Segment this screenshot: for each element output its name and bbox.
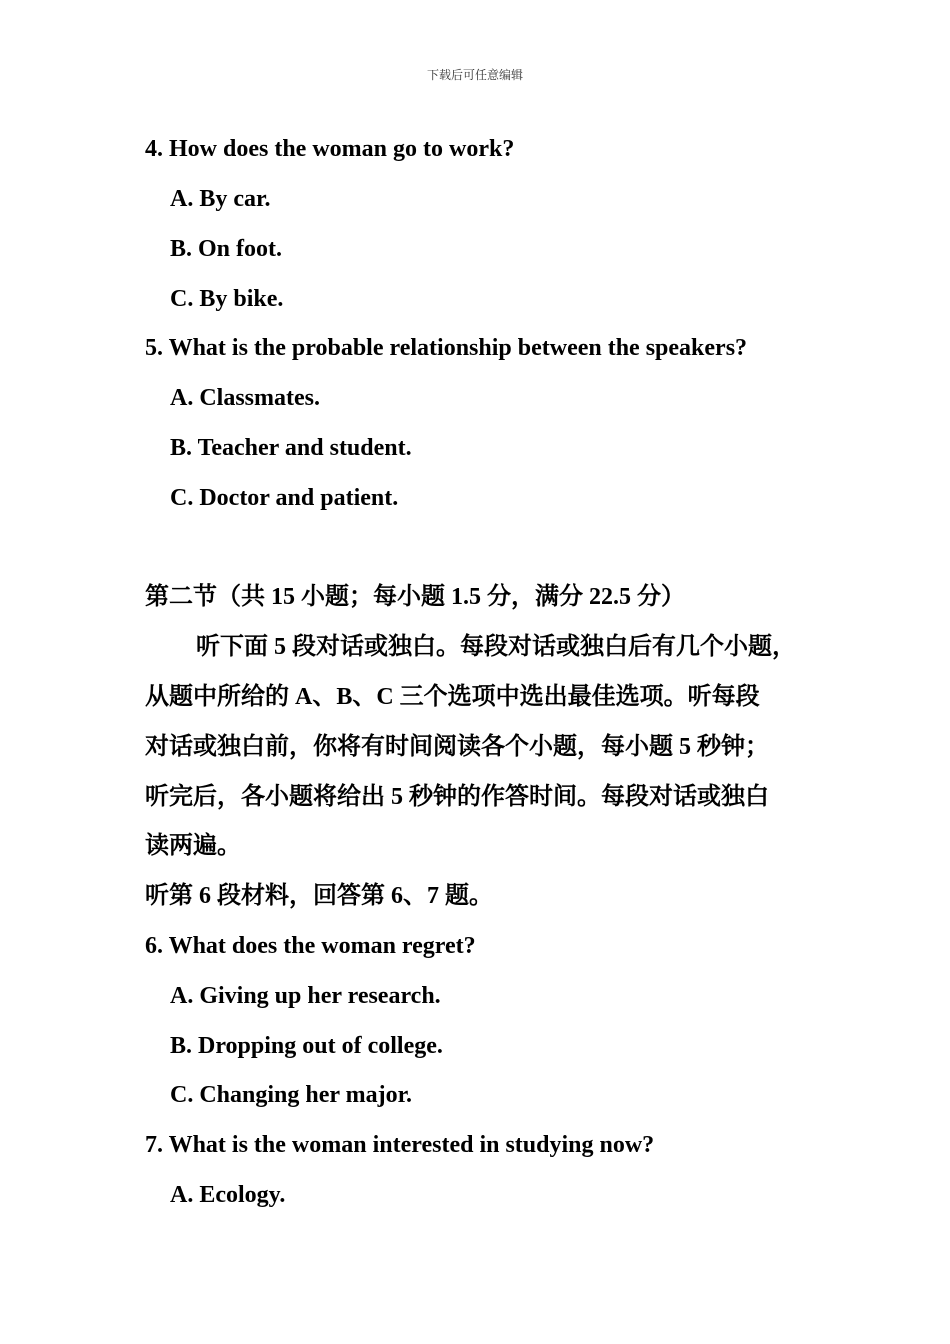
question-6-option-c: C. Changing her major. — [170, 1082, 413, 1108]
instructions-line-3: 对话或独白前，你将有时间阅读各个小题，每小题 5 秒钟； — [145, 734, 769, 760]
question-4-option-a: A. By car. — [170, 186, 271, 212]
question-7-option-a: A. Ecology. — [170, 1182, 286, 1208]
question-5-option-c: C. Doctor and patient. — [170, 485, 399, 511]
question-7: 7. What is the woman interested in studying now? — [145, 1132, 655, 1158]
instructions-line-2: 从题中所给的 A、B、C 三个选项中选出最佳选项。听每段 — [145, 684, 760, 710]
question-6-option-a: A. Giving up her research. — [170, 983, 441, 1009]
question-4-option-c: C. By bike. — [170, 286, 284, 312]
question-5: 5. What is the probable relationship between the speakers? — [145, 335, 748, 361]
page-header-note: 下载后可任意编辑 — [426, 68, 523, 82]
question-4-option-b: B. On foot. — [170, 236, 283, 262]
question-5-option-b: B. Teacher and student. — [170, 435, 412, 461]
question-4: 4. How does the woman go to work? — [145, 136, 515, 162]
question-6-option-b: B. Dropping out of college. — [170, 1033, 443, 1059]
question-5-option-a: A. Classmates. — [170, 385, 320, 411]
instructions-line-4: 听完后，各小题将给出 5 秒钟的作答时间。每段对话或独白 — [145, 784, 769, 810]
question-6: 6. What does the woman regret? — [145, 933, 476, 959]
section-2-heading: 第二节（共 15 小题；每小题 1.5 分，满分 22.5 分） — [145, 584, 685, 610]
instructions-line-5: 读两遍。 — [145, 833, 241, 859]
instructions-line-1: 听下面 5 段对话或独白。每段对话或独白后有几个小题， — [196, 634, 796, 660]
material-note: 听第 6 段材料，回答第 6、7 题。 — [145, 883, 493, 909]
